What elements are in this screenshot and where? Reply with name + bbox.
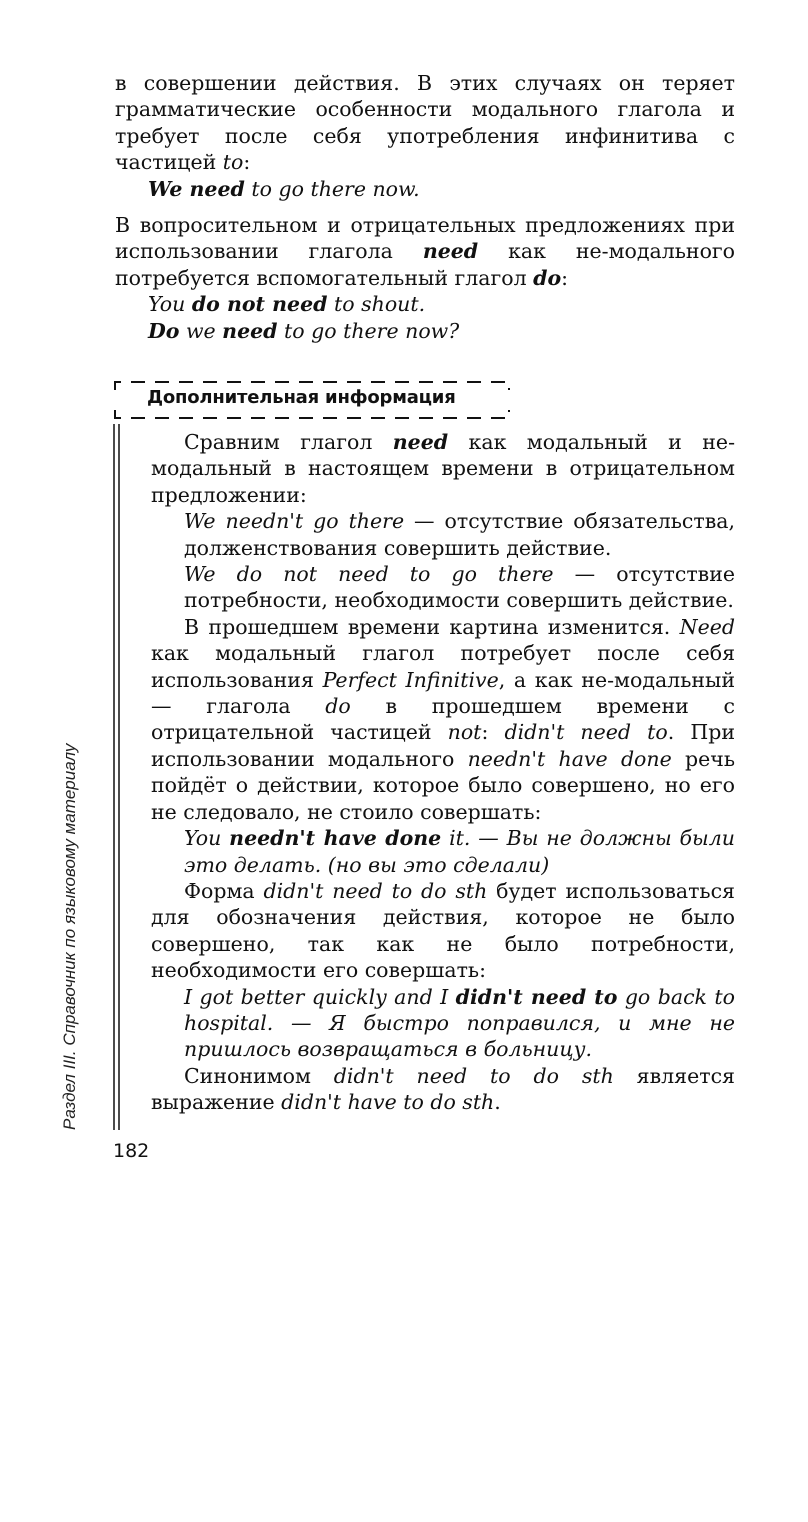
text-run: : [561, 265, 569, 290]
paragraph [151, 1063, 735, 1116]
text-run: является выражение [151, 1063, 735, 1115]
paragraph [115, 70, 735, 176]
text-run: go back to hospital. — Я быстро поправился, и мне не пришлось возвращаться в больницу. [184, 984, 735, 1062]
text-run: Perfect Infinitive [322, 667, 499, 692]
text-run: : [481, 720, 505, 745]
text-run: We do not need to go there [184, 562, 554, 587]
text-run: need [422, 239, 479, 264]
text-run: You [148, 292, 192, 317]
main-text-top [115, 70, 735, 202]
text-run: будет использоваться для обозначения действия, которое не было совершено, так как не было потребности, необходимости его совершать: [151, 878, 735, 983]
text-run: речь пойдёт о действии, которое было совершено, но его не следовало, не стоило совершать: [151, 746, 735, 824]
example-sentence [151, 825, 735, 878]
text-run: need [222, 318, 278, 343]
section-caption: Раздел III. Справочник по языковому материалу [60, 743, 79, 1130]
text-run: Do [148, 318, 180, 343]
text-run: — отсутствие обязательства, долженствования совершить действие. [184, 509, 735, 560]
text-run: You [184, 826, 230, 851]
example-sentence [151, 508, 735, 561]
text-run: We need [148, 176, 245, 201]
text-run: to go there now? [277, 318, 460, 343]
text-run: как модальный глагол потребует после себя использования [151, 641, 735, 692]
text-run: to shout. [327, 292, 426, 317]
paragraph [151, 429, 735, 508]
text-run: в совершении действия. В этих случаях он теряет грамматические особенности модального глагола и требует после себя употребления инфинитива с частицей [115, 71, 735, 175]
text-run: We needn't go there [184, 509, 405, 534]
text-run: В прошедшем времени картина изменится. [184, 614, 680, 639]
text-run: . При использовании модального [151, 720, 735, 771]
text-run: Сравним глагол [184, 430, 393, 454]
text-run: to go there now. [244, 176, 420, 201]
text-run: Need [679, 614, 735, 639]
text-run: it. — Вы не должны были это делать. (но вы это сделали) [184, 826, 735, 877]
text-run: didn't need to do sth [263, 878, 488, 903]
text-run: needn't have done [229, 826, 442, 851]
page-number: 182 [113, 1140, 150, 1162]
text-run: — отсутствие потребности, необходимости совершить действие. [184, 562, 736, 613]
example-sentence [115, 318, 735, 344]
text-run: didn't need to [504, 720, 668, 745]
text-run: Синонимом [184, 1063, 334, 1088]
text-run: Форма [184, 878, 264, 903]
text-run: do [533, 265, 562, 290]
text-run: I got better quickly and I [184, 984, 456, 1009]
text-run: needn't have done [467, 746, 672, 771]
text-run: , а как не-модальный — глагола [151, 667, 735, 719]
example-sentence [115, 176, 735, 202]
paragraph [151, 878, 735, 984]
info-box-body [151, 429, 735, 1116]
text-run: в прошедшем времени с отрицательной частицей [151, 694, 735, 745]
text-run: didn't need to do sth [333, 1063, 614, 1088]
paragraph [115, 212, 735, 291]
text-run: didn't have to do sth [281, 1090, 495, 1115]
text-run: В вопросительном и отрицательных предложениях при использовании глагола [115, 213, 735, 264]
text-run: . [494, 1090, 501, 1115]
text-run: we [179, 318, 223, 343]
text-run: didn't need to [455, 984, 618, 1009]
example-sentence [151, 984, 735, 1063]
info-box-title: Дополнительная информация [147, 387, 456, 408]
text-run: : [243, 150, 251, 175]
paragraph [151, 614, 735, 825]
example-sentence [115, 291, 735, 317]
text-run: not [447, 720, 482, 745]
text-run: do [325, 694, 351, 719]
info-box-header [113, 378, 511, 420]
text-run: to [222, 150, 244, 175]
text-run: need [392, 430, 449, 454]
main-text-question [115, 212, 735, 344]
text-run: как не-модального потребуется вспомогательный глагол [115, 239, 735, 290]
info-box-side-rule [113, 424, 121, 1522]
text-run: do not need [191, 292, 328, 317]
example-sentence [151, 561, 735, 614]
text-run: как модальный и не-модальный в настоящем времени в отрицательном предложении: [151, 430, 735, 507]
